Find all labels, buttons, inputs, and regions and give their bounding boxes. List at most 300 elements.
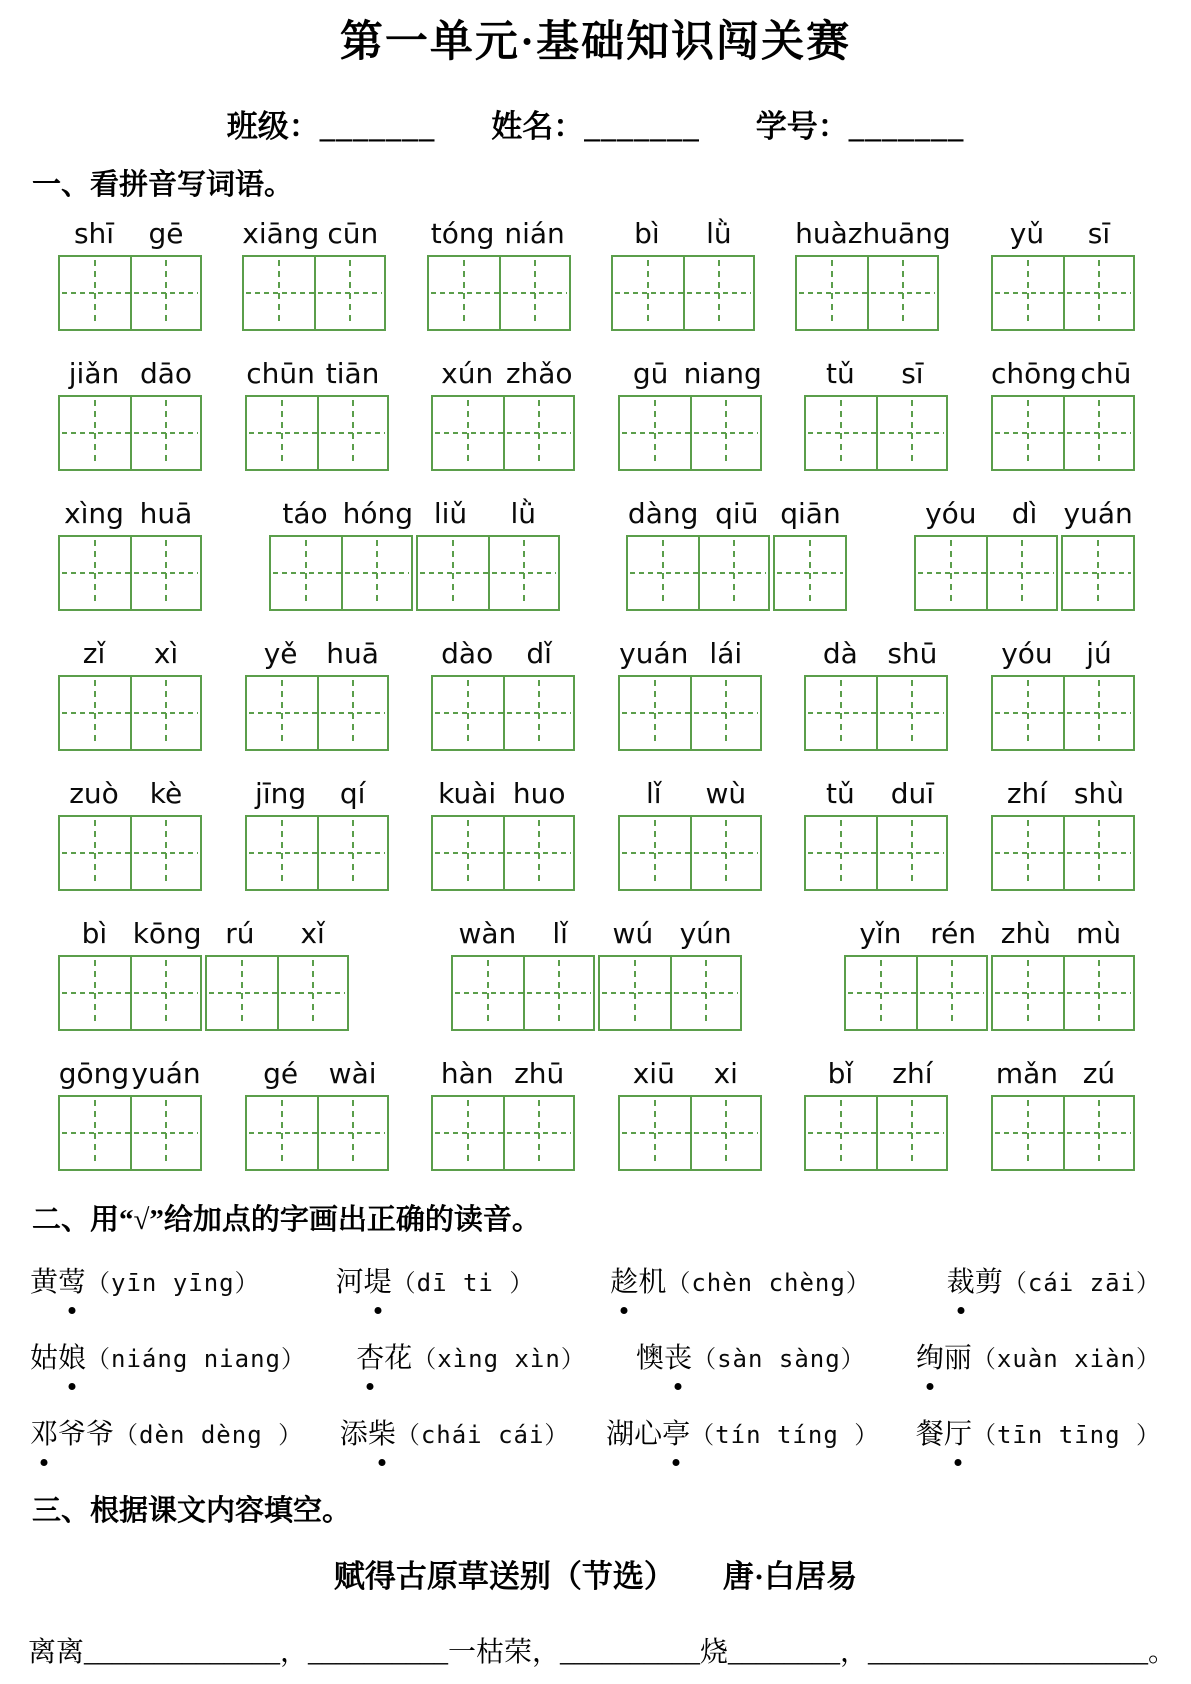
pinyin-label [427,217,571,250]
pinyin-label [431,777,575,810]
pinyin-label [58,357,202,390]
writing-grid [804,675,948,751]
pinyin-syllable: jiǎn [68,357,120,390]
grid-box [245,395,389,471]
phonetic-char: 娘 [58,1336,86,1376]
pinyin-label [991,357,1135,390]
pinyin-word-block [795,217,951,331]
grid-cell [317,677,387,749]
pinyin-syllable: chōng [990,357,1077,390]
grid-box [804,1095,948,1171]
pinyin-syllable: yuán [1063,497,1133,530]
grid-cell [620,1097,690,1169]
pinyin-syllable: wù [705,777,747,810]
poem-author: 唐·白居易 [722,1559,858,1594]
writing-grid [58,955,349,1031]
grid-cell [986,537,1056,609]
pinyin-syllable: lǐ [646,777,662,810]
pinyin-syllable: hóng [342,497,413,530]
pinyin-row [58,357,1135,471]
writing-grid [804,1095,948,1171]
grid-box [58,955,202,1031]
pinyin-word-block [618,1057,762,1171]
phonetic-char: 趁 [610,1260,638,1300]
grid-cell [207,957,277,1029]
grid-box [844,955,988,1031]
pinyin-word-block [804,357,948,471]
grid-cell [247,1097,317,1169]
phonetic-word [30,1412,114,1452]
pinyin-word-block [618,777,762,891]
phonetic-char: 爷 [58,1419,87,1450]
grid-cell [690,397,760,469]
grid-box [804,395,948,471]
pinyin-word-block [58,357,202,471]
grid-cell [993,397,1063,469]
grid-box [245,675,389,751]
grid-cell [314,257,384,329]
grid-box [427,255,571,331]
writing-grid [58,535,202,611]
pinyin-syllable: shī [73,217,115,250]
phonetic-word [340,1412,396,1452]
phonetic-char: 懊 [636,1343,665,1374]
pinyin-label [242,217,386,250]
pinyin-syllable: dì [1011,497,1038,530]
pinyin-syllable: zhù [1000,917,1051,950]
pinyin-syllable: huā [139,497,193,530]
writing-grid [431,1095,575,1171]
grid-box [991,255,1135,331]
phonetic-options: （xuàn xiàn） [971,1345,1161,1373]
pinyin-syllable: mù [1076,917,1122,950]
student-number-field [756,101,965,146]
grid-box [431,1095,575,1171]
pinyin-syllable: qiū [715,497,759,530]
pinyin-syllable: huo [512,777,566,810]
grid-cell [503,1097,573,1169]
pinyin-syllable: jīng [255,777,307,810]
writing-grid [245,395,389,471]
grid-cell [1063,1097,1133,1169]
writing-grid [611,255,755,331]
pinyin-syllable: xì [153,637,179,670]
pinyin-label [618,357,762,390]
pinyin-syllable: wài [328,1057,377,1090]
phonetic-options: （dī ti ） [391,1269,535,1297]
pinyin-syllable: tǔ [826,777,855,810]
phonetic-item [947,1260,1161,1300]
name-field-label: 姓名： [491,109,585,144]
grid-cell [876,397,946,469]
phonetic-item [356,1336,586,1376]
writing-grid [245,1095,389,1171]
writing-grid [618,675,762,751]
grid-cell [433,677,503,749]
phonetic-options: （chái cái） [395,1421,570,1449]
writing-grid [242,255,386,331]
pinyin-label [269,497,560,530]
pinyin-syllable: wú [612,917,654,950]
grid-cell [797,257,867,329]
pinyin-word-block [58,637,202,751]
grid-box [58,255,202,331]
phonetic-options: （chèn chèng） [666,1269,871,1297]
grid-box [618,675,762,751]
pinyin-syllable: gē [148,217,184,250]
writing-grid [991,815,1135,891]
pinyin-syllable: yuán [619,637,689,670]
grid-cell [60,1097,130,1169]
grid-box [205,955,349,1031]
pinyin-syllable: tǔ [826,357,855,390]
pinyin-syllable: kè [149,777,183,810]
grid-cell [341,537,411,609]
grid-cell [130,957,200,1029]
pinyin-word-block [269,497,560,611]
grid-cell [1063,397,1133,469]
phonetic-char: 剪 [974,1267,1003,1298]
pinyin-syllable: yě [263,637,298,670]
grid-cell [130,397,200,469]
pinyin-label [245,777,389,810]
grid-box [626,535,770,611]
pinyin-syllable: tóng [430,217,495,250]
pinyin-syllable: zú [1082,1057,1116,1090]
grid-box [991,815,1135,891]
grid-cell [523,957,593,1029]
grid-cell [130,257,200,329]
grid-cell [993,817,1063,889]
pinyin-label [431,637,575,670]
pinyin-word-block [618,637,762,751]
pinyin-word-block [914,497,1135,611]
grid-cell [600,957,670,1029]
pinyin-word-block [991,777,1135,891]
pinyin-syllable: zuò [69,777,119,810]
pinyin-syllable: nián [504,217,565,250]
phonetic-char: 花 [384,1343,413,1374]
pinyin-syllable: yuán [131,1057,201,1090]
section3-heading: 三、根据课文内容填空。 [32,1495,352,1527]
student-number-field-blank: _______ [848,109,965,144]
pinyin-syllable: chū [1080,357,1132,390]
phonetic-options: （cái zāi） [1002,1269,1161,1297]
pinyin-label [795,217,951,250]
grid-cell [876,677,946,749]
writing-grid [431,675,575,751]
pinyin-label [844,917,1135,950]
grid-cell [690,677,760,749]
grid-cell [806,677,876,749]
pinyin-label [804,637,948,670]
pinyin-syllable: lǐ [552,917,568,950]
grid-cell [317,817,387,889]
phonetic-item [916,1412,1161,1452]
phonetic-item [30,1260,260,1300]
phonetic-char: 姑 [30,1343,59,1374]
phonetic-options: （xìng xìn） [412,1345,586,1373]
poem-header [0,1551,1191,1596]
writing-grid [914,535,1135,611]
pinyin-syllable: zǐ [82,637,106,670]
grid-cell [1063,537,1133,609]
pinyin-syllable: bì [81,917,108,950]
writing-grid [991,255,1135,331]
pinyin-label [991,777,1135,810]
student-info-fields [0,101,1191,146]
grid-cell [806,817,876,889]
pinyin-label [991,1057,1135,1090]
grid-box [991,955,1135,1031]
pinyin-syllable: liǔ [433,497,468,530]
writing-grid [431,815,575,891]
pinyin-word-block [431,637,575,751]
pinyin-word-block [804,777,948,891]
pinyin-label [618,637,762,670]
phonetic-item [610,1260,871,1300]
pinyin-syllable: dāo [139,357,193,390]
writing-grid [991,675,1135,751]
pinyin-syllable: yóu [1001,637,1053,670]
pinyin-syllable: dàng [627,497,699,530]
phonetic-item [606,1412,879,1452]
writing-grid [844,955,1135,1031]
pinyin-word-block [58,917,349,1031]
pinyin-syllable: wàn [458,917,517,950]
phonetic-options: （niáng niang） [86,1345,306,1373]
writing-grid [58,815,202,891]
phonetic-char: 湖 [606,1419,635,1450]
pinyin-syllable: rén [930,917,977,950]
pinyin-label [58,917,349,950]
pinyin-syllable: yóu [925,497,977,530]
writing-grid [618,395,762,471]
writing-grid [269,535,560,611]
pinyin-syllable: xiāng [242,217,320,250]
pinyin-syllable: mǎn [995,1057,1059,1090]
phonetic-item [916,1336,1161,1376]
phonetic-char: 裁 [947,1260,975,1300]
pinyin-word-block [245,1057,389,1171]
grid-cell [1063,817,1133,889]
grid-box [598,955,742,1031]
pinyin-syllable: huà [795,217,848,250]
grid-box [58,815,202,891]
grid-cell [993,1097,1063,1169]
pinyin-label [58,637,202,670]
grid-box [431,395,575,471]
grid-cell [317,397,387,469]
phonetic-options: （dèn dèng ） [114,1421,304,1449]
class-field-label: 班级： [226,109,320,144]
grid-cell [916,537,986,609]
pinyin-syllable: zhǎo [505,357,573,390]
grid-cell [867,257,937,329]
pinyin-word-block [618,357,762,471]
pinyin-syllable: qí [339,777,366,810]
phonetic-word [636,1336,692,1376]
writing-grid [245,815,389,891]
phonetic-word [610,1260,666,1300]
writing-grid [618,815,762,891]
pinyin-syllable: dǐ [526,637,552,670]
pinyin-syllable: cūn [327,217,379,250]
pinyin-label [626,497,847,530]
grid-box [1061,535,1135,611]
pinyin-syllable: zhí [1006,777,1048,810]
pinyin-syllable: lǜ [706,217,732,250]
pinyin-word-block [58,497,202,611]
writing-grid [451,955,742,1031]
grid-cell [876,1097,946,1169]
grid-box [58,1095,202,1171]
pinyin-syllable: hàn [440,1057,494,1090]
pinyin-syllable: yún [679,917,732,950]
writing-grid [991,1095,1135,1171]
pinyin-syllable: dà [822,637,858,670]
pinyin-label [245,357,389,390]
grid-cell [433,817,503,889]
grid-box [618,1095,762,1171]
grid-cell [60,677,130,749]
pinyin-row [58,777,1135,891]
phonetic-item [340,1412,570,1452]
pinyin-syllable: kuài [438,777,497,810]
phonetic-row [30,1412,1161,1452]
grid-cell [60,817,130,889]
phonetic-word [356,1336,412,1376]
grid-cell [683,257,753,329]
pinyin-word-block [626,497,847,611]
phonetic-word [606,1412,690,1452]
name-field-blank: _______ [584,109,700,144]
pinyin-word-block [991,357,1135,471]
class-field-blank: _______ [319,109,436,144]
grid-cell [60,957,130,1029]
poem-title: 赋得古原草送别（节选） [333,1559,675,1594]
phonetic-char: 机 [638,1267,667,1298]
pinyin-row [58,217,1135,331]
writing-grid [58,255,202,331]
pinyin-word-block [844,917,1135,1031]
grid-cell [690,1097,760,1169]
grid-cell [628,537,698,609]
pinyin-syllable: xìng [64,497,124,530]
pinyin-word-block [427,217,571,331]
pinyin-syllable: duī [890,777,935,810]
section2-heading: 二、用“√”给加点的字画出正确的读音。 [32,1204,541,1236]
pinyin-syllable: xún [441,357,494,390]
writing-grid [991,395,1135,471]
phonetic-char: 添 [339,1419,368,1450]
pinyin-label [804,1057,948,1090]
phonetic-char: 黄 [30,1267,59,1298]
grid-box [618,815,762,891]
pinyin-word-block [242,217,386,331]
pinyin-syllable: gū [632,357,669,390]
grid-cell [690,817,760,889]
pinyin-label [58,777,202,810]
grid-box [58,535,202,611]
grid-cell [130,537,200,609]
class-field [227,101,436,146]
phonetic-char: 餐 [915,1419,944,1450]
phonetic-char: 柴 [368,1412,396,1452]
grid-box [245,1095,389,1171]
pinyin-word-block [431,357,575,471]
phonetic-word [916,1412,972,1452]
phonetic-item [336,1260,535,1300]
grid-box [58,395,202,471]
pinyin-syllable: xǐ [300,917,325,950]
grid-box [611,255,755,331]
grid-cell [271,537,341,609]
grid-cell [433,1097,503,1169]
phonetic-char: 绚 [916,1336,944,1376]
pinyin-word-block [58,1057,202,1171]
grid-cell [488,537,558,609]
grid-box [416,535,560,611]
grid-cell [613,257,683,329]
pinyin-word-block [245,357,389,471]
grid-box [773,535,847,611]
pinyin-syllable: táo [282,497,328,530]
pinyin-syllable: sī [901,357,924,390]
grid-cell [670,957,740,1029]
grid-cell [418,537,488,609]
pinyin-word-block [431,1057,575,1171]
pinyin-syllable: xi [713,1057,738,1090]
pinyin-word-block [611,217,755,331]
phonetic-word [30,1336,86,1376]
grid-cell [916,957,986,1029]
pinyin-row [58,637,1135,751]
phonetic-char: 河 [335,1267,364,1298]
grid-cell [620,817,690,889]
phonetic-row [30,1336,1161,1376]
pinyin-syllable: zhí [892,1057,933,1090]
grid-cell [433,397,503,469]
grid-box [242,255,386,331]
grid-cell [429,257,499,329]
grid-cell [806,1097,876,1169]
phonetic-char: 堤 [364,1260,392,1300]
phonetic-char: 丽 [943,1343,972,1374]
pinyin-label [245,1057,389,1090]
pinyin-label [58,1057,202,1090]
pinyin-syllable: yǔ [1009,217,1045,250]
grid-cell [1063,957,1133,1029]
page-title: 第一单元·基础知识闯关赛 [339,19,852,66]
pinyin-grid-rows [58,217,1135,1171]
pinyin-syllable: chūn [246,357,315,390]
pinyin-word-block [58,777,202,891]
phonetic-char: 爷 [86,1419,115,1450]
grid-box [914,535,1058,611]
pinyin-row [58,1057,1135,1171]
pinyin-word-block [991,637,1135,751]
pinyin-label [611,217,755,250]
pinyin-label [431,1057,575,1090]
pinyin-row [58,497,1135,611]
grid-box [991,1095,1135,1171]
grid-box [245,815,389,891]
pinyin-syllable: lǜ [510,497,537,530]
pinyin-syllable: shù [1073,777,1125,810]
pinyin-word-block [991,1057,1135,1171]
pinyin-syllable: tiān [325,357,380,390]
